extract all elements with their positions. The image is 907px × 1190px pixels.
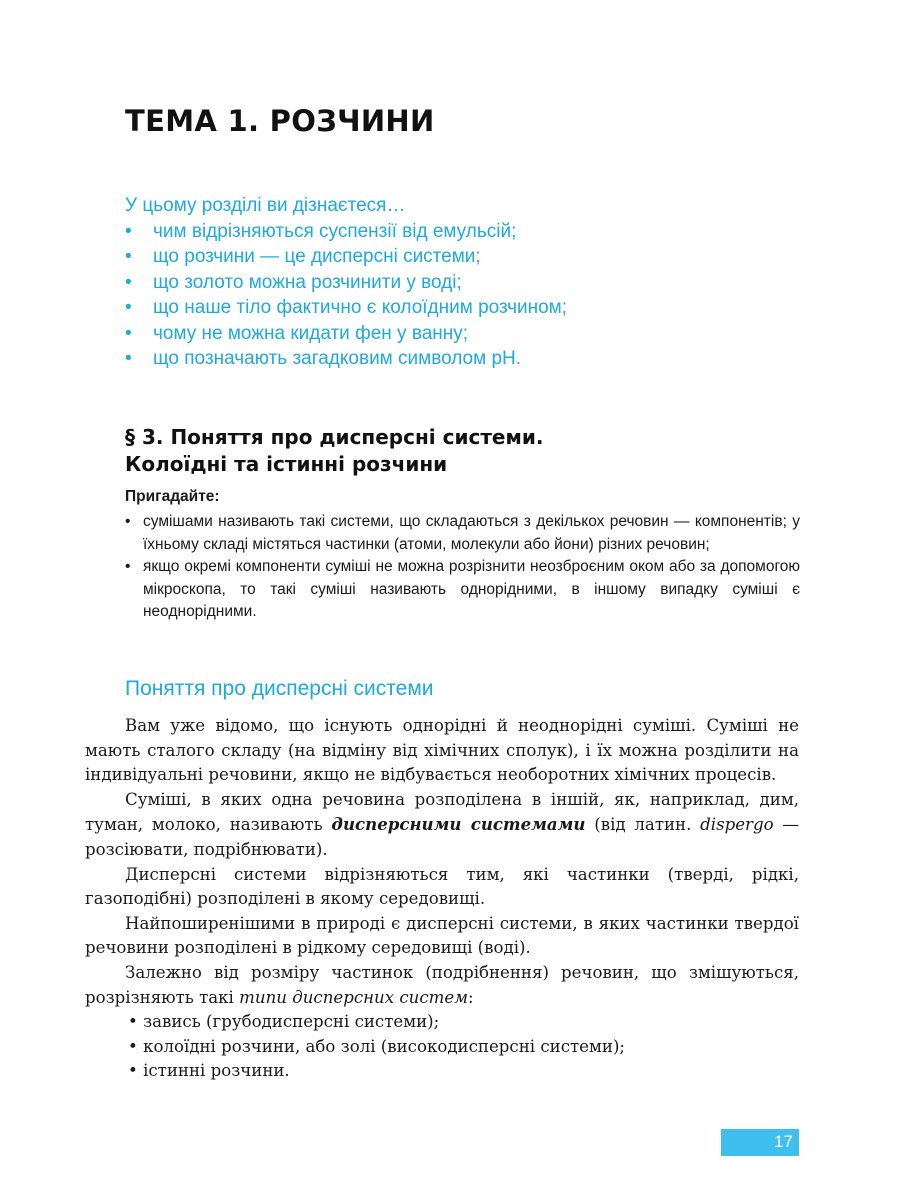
intro-item: • що золото можна розчинити у воді; — [125, 270, 805, 296]
intro-lead: У цьому розділі ви дізнаєтеся… — [125, 195, 406, 216]
paragraph: Залежно від розміру частинок (подрібнення) речовин, що змішуються, розрізняють такі типи дисперсних систем: — [85, 962, 799, 1007]
bullet-icon: • — [125, 271, 132, 293]
intro-block — [125, 193, 805, 372]
recall-item: • якщо окремі компоненти суміші не можна розрізнити неозброєним оком або за допомогою мікроскопа, то такі суміші називають однорідними, в іншому випадку суміші є неоднорідними. — [125, 558, 800, 620]
paragraph: Суміші, в яких одна речовина розподілена в іншій, як, наприклад, дим, туман, молоко, називають дисперсними системами (від латин. dispergo — розсіювати, подрібнювати). — [85, 789, 799, 859]
bullet-icon: • — [125, 246, 132, 267]
section-title-line1: § 3. Поняття про дисперсні системи. — [125, 425, 544, 449]
recall-list — [125, 511, 800, 624]
paragraph: Дисперсні системи відрізняються тим, які частинки (тверді, рідкі, газоподібні) розподілені в якому середовищі. — [85, 864, 799, 909]
list-item: • істинні розчини. — [128, 1061, 290, 1081]
body-text — [85, 714, 799, 1084]
intro-item: • чому не можна кидати фен у ванну; — [125, 321, 805, 347]
intro-item: • що позначають загадковим символом pH. — [125, 346, 805, 372]
latin-word: dispergo — [700, 815, 774, 835]
intro-item: • що розчини — це дисперсні системи; — [125, 244, 805, 270]
bullet-icon: • — [125, 513, 131, 530]
recall-block — [125, 486, 800, 624]
subheading: Поняття про дисперсні системи — [125, 677, 434, 700]
term-dispersed-systems: дисперсними системами — [331, 814, 586, 835]
bullet-icon: • — [125, 322, 132, 344]
section-title — [125, 424, 543, 478]
bullet-icon: • — [128, 1012, 138, 1032]
recall-item: • сумішами називають такі системи, що складаються з декількох речовин — компонентів; у їхньому складі містяться частинки (атоми, молекули або йони) різних речовин; — [125, 513, 800, 553]
bullet-icon: • — [125, 297, 132, 318]
list-item: • завись (грубодисперсні системи); — [128, 1012, 440, 1032]
recall-title: Пригадайте: — [125, 488, 220, 505]
bullet-icon: • — [125, 348, 132, 369]
paragraph: Найпоширенішими в природі є дисперсні системи, в яких частинки твердої речовини розподілені в рідкому середовищі (воді). — [85, 913, 799, 958]
bullet-icon: • — [125, 220, 132, 242]
page-number: 17 — [774, 1132, 793, 1151]
bullet-icon: • — [125, 558, 131, 575]
bullet-icon: • — [128, 1036, 138, 1056]
bullet-icon: • — [128, 1061, 138, 1081]
term-dispersed-types: типи дисперсних систем — [239, 987, 468, 1007]
paragraph: Вам уже відомо, що існують однорідні й неоднорідні суміші. Суміші не мають сталого складу (на відміну від хімічних сполук), і їх можна розділити на індивідуальні речовини, якщо не відбувається необоротних хімічних процесів. — [85, 716, 799, 785]
intro-item: • чим відрізняються суспензії від емульсій; — [125, 219, 805, 245]
page-number-box — [721, 1129, 799, 1156]
intro-list — [125, 219, 805, 372]
section-title-line2: Колоїдні та істинні розчини — [125, 452, 448, 476]
list-item: • колоїдні розчини, або золі (високодисперсні системи); — [128, 1036, 626, 1056]
topic-title: ТЕМА 1. РОЗЧИНИ — [125, 104, 435, 138]
intro-item: • що наше тіло фактично є колоїдним розчином; — [125, 295, 805, 321]
